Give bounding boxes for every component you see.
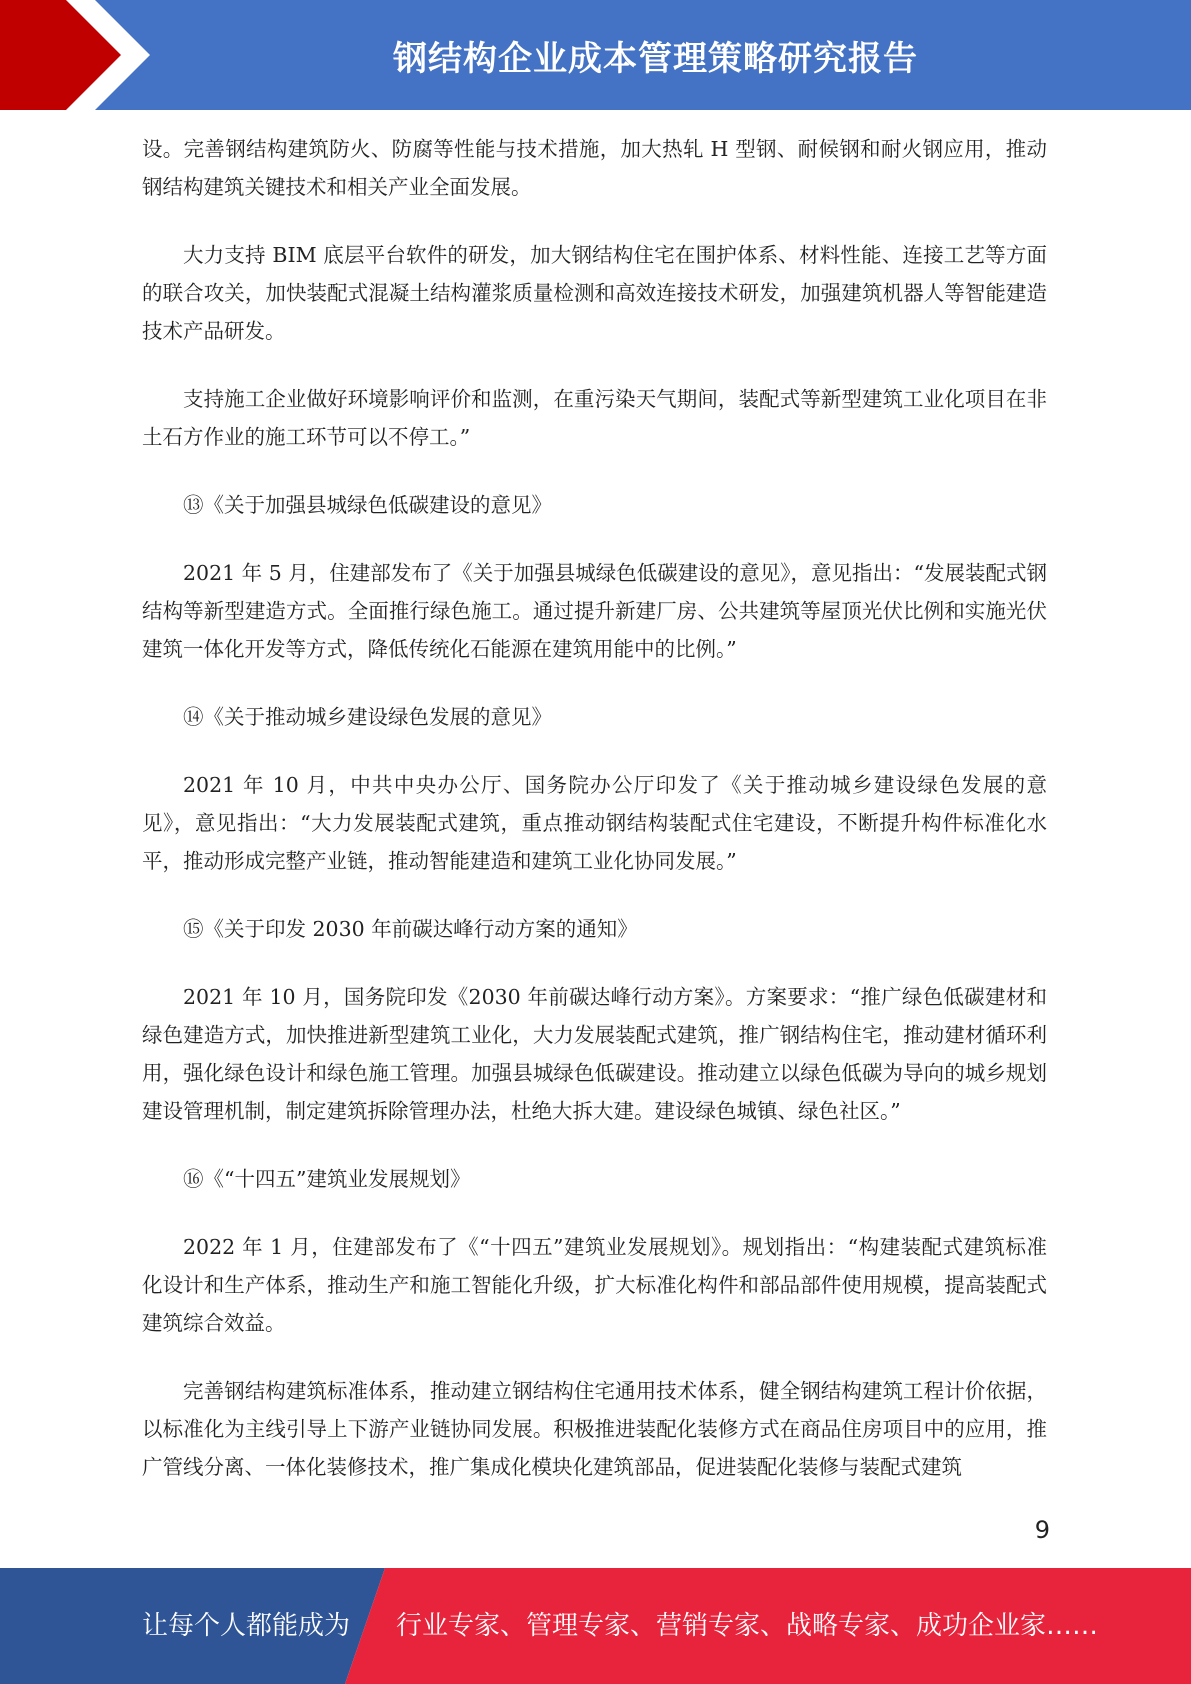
paragraph: 完善钢结构建筑标准体系，推动建立钢结构住宅通用技术体系，健全钢结构建筑工程计价依据，以标准化为主线引导上下游产业链协同发展。积极推进装配化装修方式在商品住房项目中的应用，推广管线分离、一体化装修技术，推广集成化模块化建筑部品，促进装配化装修与装配式建筑	[142, 1379, 1047, 1479]
paragraph: 2021 年 10 月，中共中央办公厅、国务院办公厅印发了《关于推动城乡建设绿色发展的意见》，意见指出：“大力发展装配式建筑，重点推动钢结构装配式住宅建设，不断提升构件标准化水平，推动形成完整产业链，推动智能建造和建筑工业化协同发展。”	[142, 773, 1047, 873]
report-title: 钢结构企业成本管理策略研究报告	[393, 38, 918, 79]
page-number: 9	[1034, 1516, 1050, 1544]
paragraph: 2021 年 10 月，国务院印发《2030 年前碳达峰行动方案》。方案要求：“推广绿色低碳建材和绿色建造方式，加快推进新型建筑工业化，大力发展装配式建筑，推广钢结构住宅，推动建材循环利用，强化绿色设计和绿色施工管理。加强县城绿色低碳建设。推动建立以绿色低碳为导向的城乡规划建设管理机制，制定建筑拆除管理办法，杜绝大拆大建。建设绿色城镇、绿色社区。”	[142, 985, 1047, 1123]
section-heading-14: ⑭《关于推动城乡建设绿色发展的意见》	[183, 705, 552, 729]
paragraph: 支持施工企业做好环境影响评价和监测，在重污染天气期间，装配式等新型建筑工业化项目在非土石方作业的施工环节可以不停工。”	[142, 387, 1047, 449]
section-heading-15: ⑮《关于印发 2030 年前碳达峰行动方案的通知》	[183, 917, 638, 941]
footer-slogan-right: 行业专家、管理专家、营销专家、战略专家、成功企业家……	[396, 1611, 1099, 1641]
paragraph: 2021 年 5 月，住建部发布了《关于加强县城绿色低碳建设的意见》，意见指出：“发展装配式钢结构等新型建造方式。全面推行绿色施工。通过提升新建厂房、公共建筑等屋顶光伏比例和实施光伏建筑一体化开发等方式，降低传统化石能源在建筑用能中的比例。”	[142, 561, 1047, 661]
page-header	[0, 0, 1191, 110]
paragraph: 设。完善钢结构建筑防火、防腐等性能与技术措施，加大热轧 H 型钢、耐候钢和耐火钢应用，推动钢结构建筑关键技术和相关产业全面发展。	[142, 137, 1047, 199]
footer-slogan-left: 让每个人都能成为	[142, 1611, 351, 1641]
page-footer	[0, 1568, 1191, 1684]
section-heading-13: ⑬《关于加强县城绿色低碳建设的意见》	[183, 493, 552, 517]
header-chevron-decoration	[0, 0, 160, 110]
page-body	[142, 130, 1047, 1486]
paragraph: 2022 年 1 月，住建部发布了《“十四五”建筑业发展规划》。规划指出：“构建装配式建筑标准化设计和生产体系，推动生产和施工智能化升级，扩大标准化构件和部品部件使用规模，提高装配式建筑综合效益。	[142, 1235, 1047, 1335]
section-heading-16: ⑯《“十四五”建筑业发展规划》	[183, 1167, 471, 1191]
paragraph: 大力支持 BIM 底层平台软件的研发，加大钢结构住宅在围护体系、材料性能、连接工艺等方面的联合攻关，加快装配式混凝土结构灌浆质量检测和高效连接技术研发，加强建筑机器人等智能建造技术产品研发。	[142, 243, 1047, 343]
